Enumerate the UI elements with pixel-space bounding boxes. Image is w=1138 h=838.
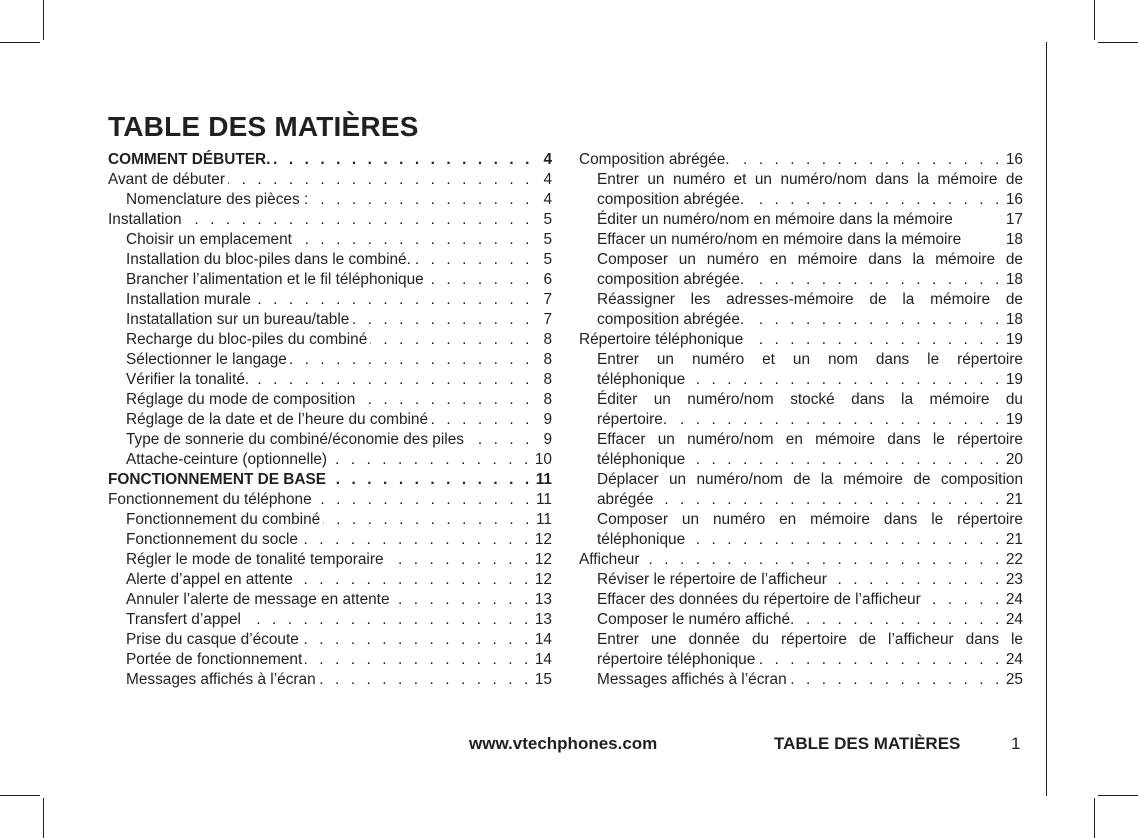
toc-entry-page: 19 — [1005, 331, 1023, 348]
toc-entry-title: Composer un numéro en mémoire dans la mémoire de — [597, 251, 1023, 268]
toc-entry-page: 21 — [1005, 531, 1023, 548]
toc-entry-page: 16 — [1005, 151, 1023, 168]
toc-entry[interactable] — [579, 530, 1023, 550]
dot-leader — [302, 630, 532, 650]
toc-entry-title: Déplacer un numéro/nom de la mémoire de composition — [597, 471, 1023, 488]
dot-leader — [688, 530, 1003, 550]
dot-leader — [924, 590, 1003, 610]
toc-entry-page: 11 — [536, 491, 552, 508]
toc-entry[interactable] — [108, 410, 552, 430]
toc-entry[interactable] — [108, 270, 552, 290]
toc-entry[interactable] — [108, 650, 552, 670]
toc-entry-title: Fonctionnement du combiné — [126, 511, 321, 528]
dot-leader — [330, 450, 532, 470]
toc-entry-title: téléphonique — [597, 531, 686, 548]
toc-entry-title: Éditer un numéro/nom stocké dans la mémoire du — [597, 391, 1023, 408]
dot-leader — [301, 530, 532, 550]
toc-entry[interactable] — [108, 470, 552, 490]
footer-url[interactable]: www.vtechphones.com — [469, 734, 658, 753]
dot-leader — [431, 410, 533, 430]
dot-leader — [244, 610, 532, 630]
dot-leader — [273, 150, 533, 170]
toc-entry-page: 18 — [1005, 271, 1023, 288]
toc-entry-page: 20 — [1005, 451, 1023, 468]
toc-entry-title: Alerte d’appel en attente — [126, 571, 293, 588]
dot-leader — [393, 590, 532, 610]
dot-leader — [790, 670, 1003, 690]
toc-entry-page: 4 — [543, 171, 552, 188]
toc-entry-title: composition abrégée. — [597, 271, 745, 288]
dot-leader — [747, 310, 1003, 330]
toc-entry[interactable] — [108, 570, 552, 590]
toc-entry-title: Prise du casque d’écoute — [126, 631, 299, 648]
toc-entry-page: 7 — [543, 311, 552, 328]
dot-leader — [319, 670, 532, 690]
dot-leader — [290, 350, 533, 370]
toc-entry[interactable] — [108, 150, 552, 170]
toc-entry-page: 17 — [1005, 211, 1023, 228]
dot-leader — [670, 410, 1003, 430]
toc-entry-title: téléphonique — [597, 451, 686, 468]
dot-leader — [688, 450, 1003, 470]
dot-leader — [329, 470, 533, 490]
toc-entry[interactable] — [579, 570, 1023, 590]
crop-mark-bottom-right-vertical — [1094, 798, 1095, 838]
toc-entry[interactable] — [579, 490, 1023, 510]
toc-entry-title: Type de sonnerie du combiné/économie des piles — [126, 431, 464, 448]
toc-entry[interactable] — [579, 470, 1023, 490]
dot-leader — [311, 190, 533, 210]
toc-entry-title: Réglage du mode de composition — [126, 391, 356, 408]
dot-leader — [254, 290, 533, 310]
dot-leader — [296, 570, 532, 590]
toc-entry-title: composition abrégée. — [597, 191, 745, 208]
toc-entry-page: 5 — [543, 251, 552, 268]
toc-entry-page: 16 — [1005, 191, 1023, 208]
toc-entry-page: 4 — [543, 191, 552, 208]
toc-right-column — [579, 150, 1023, 690]
toc-entry[interactable] — [108, 610, 552, 630]
toc-entry[interactable] — [579, 370, 1023, 390]
toc-entry[interactable] — [108, 630, 552, 650]
toc-entry-page: 12 — [534, 571, 552, 588]
dot-leader — [387, 550, 532, 570]
page-title: TABLE DES MATIÈRES — [108, 111, 419, 142]
toc-entry-title: Messages affichés à l’écran — [597, 671, 787, 688]
toc-entry-title: Afficheur — [579, 551, 640, 568]
dot-leader — [185, 210, 533, 230]
toc-entry[interactable] — [108, 310, 552, 330]
toc-entry-title: Recharge du bloc-piles du combiné — [126, 331, 368, 348]
toc-entry-page: 24 — [1005, 591, 1023, 608]
dot-leader — [758, 650, 1003, 670]
toc-entry[interactable] — [108, 230, 552, 250]
dot-leader — [315, 490, 533, 510]
toc-entry-title: téléphonique — [597, 371, 686, 388]
footer-page-number: 1 — [1011, 734, 1021, 753]
toc-entry-title: Entrer un numéro et un nom dans le répertoire — [597, 351, 1023, 368]
toc-entry-page: 5 — [543, 211, 552, 228]
dot-leader — [797, 610, 1003, 630]
toc-entry-page: 8 — [543, 391, 552, 408]
toc-entry[interactable] — [108, 370, 552, 390]
dot-leader — [747, 190, 1003, 210]
toc-entry-title: Réglage de la date et de l’heure du combiné — [126, 411, 429, 428]
toc-entry[interactable] — [108, 350, 552, 370]
dot-leader — [295, 230, 533, 250]
toc-entry-page: 9 — [543, 411, 552, 428]
dot-leader — [228, 170, 533, 190]
crop-mark-bottom-left-horizontal — [0, 795, 40, 796]
toc-entry-page: 18 — [1005, 231, 1023, 248]
toc-entry[interactable] — [108, 530, 552, 550]
toc-entry-title: Avant de débuter — [108, 171, 225, 188]
toc-entry-title: répertoire. — [597, 411, 668, 428]
crop-mark-top-left-horizontal — [0, 42, 40, 43]
toc-entry-title: Effacer un numéro/nom en mémoire dans la mémoire — [597, 231, 962, 248]
toc-entry-title: Installation murale — [126, 291, 251, 308]
toc-entry-title: Instatallation sur un bureau/table — [126, 311, 350, 328]
toc-entry-title: Messages affichés à l’écran — [126, 671, 316, 688]
toc-entry-title: Effacer des données du répertoire de l’afficheur — [597, 591, 921, 608]
toc-entry-title: Éditer un numéro/nom en mémoire dans la mémoire — [597, 211, 953, 228]
toc-entry-title: Nomenclature des pièces : — [126, 191, 309, 208]
toc-entry-title: Choisir un emplacement — [126, 231, 292, 248]
toc-entry-page: 8 — [543, 331, 552, 348]
dot-leader — [414, 250, 533, 270]
toc-entry-page: 9 — [543, 431, 552, 448]
page-trim-line — [1046, 42, 1047, 796]
toc-entry[interactable] — [108, 550, 552, 570]
toc-entry-title: FONCTIONNEMENT DE BASE — [108, 471, 327, 488]
toc-entry-title: Composition abrégée. — [579, 151, 730, 168]
toc-entry-title: Réassigner les adresses-mémoire de la mémoire de — [597, 291, 1023, 308]
toc-entry-title: Fonctionnement du téléphone — [108, 491, 312, 508]
toc-entry[interactable] — [579, 510, 1023, 530]
toc-entry-title: Annuler l’alerte de message en attente — [126, 591, 390, 608]
toc-entry-page: 14 — [534, 651, 552, 668]
dot-leader — [352, 310, 533, 330]
toc-entry-page: 11 — [536, 511, 552, 528]
toc-entry[interactable] — [108, 210, 552, 230]
toc-entry[interactable] — [579, 350, 1023, 370]
toc-entry-title: composition abrégée. — [597, 311, 745, 328]
toc-entry[interactable] — [108, 670, 552, 690]
toc-entry-page: 24 — [1005, 651, 1023, 668]
toc-entry-page: 4 — [543, 151, 552, 168]
toc-entry-title: Réviser le répertoire de l’afficheur — [597, 571, 827, 588]
toc-entry[interactable] — [108, 510, 552, 530]
dot-leader — [733, 150, 1003, 170]
toc-entry-page: 12 — [534, 551, 552, 568]
toc-entry-title: Entrer une donnée du répertoire de l’afficheur dans le — [597, 631, 1023, 648]
toc-entry-title: Installation — [108, 211, 182, 228]
toc-entry-title: répertoire téléphonique — [597, 651, 756, 668]
dot-leader — [747, 270, 1003, 290]
toc-entry-title: Fonctionnement du socle — [126, 531, 298, 548]
dot-leader — [370, 330, 533, 350]
toc-entry[interactable] — [579, 630, 1023, 650]
toc-entry[interactable] — [579, 170, 1023, 190]
crop-mark-top-right-vertical — [1094, 0, 1095, 40]
dot-leader — [358, 390, 533, 410]
toc-entry[interactable] — [579, 590, 1023, 610]
toc-entry-title: Répertoire téléphonique — [579, 331, 744, 348]
toc-entry-page: 18 — [1005, 311, 1023, 328]
crop-mark-top-right-horizontal — [1098, 42, 1138, 43]
toc-entry-page: 8 — [543, 371, 552, 388]
toc-entry-page: 19 — [1005, 411, 1023, 428]
toc-entry-page: 13 — [534, 591, 552, 608]
toc-entry[interactable] — [108, 290, 552, 310]
dot-leader — [746, 330, 1003, 350]
toc-entry-title: Vérifier la tonalité. — [126, 371, 250, 388]
toc-entry[interactable] — [108, 390, 552, 410]
toc-entry-title: Régler le mode de tonalité temporaire — [126, 551, 384, 568]
dot-leader — [252, 370, 533, 390]
toc-entry-page: 22 — [1005, 551, 1023, 568]
toc-entry-page: 10 — [534, 451, 552, 468]
toc-entry-page: 19 — [1005, 371, 1023, 388]
toc-entry-title: Attache-ceinture (optionnelle) — [126, 451, 328, 468]
dot-leader — [323, 510, 533, 530]
toc-entry-page: 14 — [534, 631, 552, 648]
toc-entry[interactable] — [579, 650, 1023, 670]
toc-entry[interactable] — [108, 490, 552, 510]
toc-entry[interactable] — [579, 230, 1023, 250]
toc-entry-title: Brancher l’alimentation et le fil téléphonique — [126, 271, 424, 288]
dot-leader — [830, 570, 1003, 590]
toc-entry[interactable] — [108, 190, 552, 210]
toc-entry[interactable] — [579, 150, 1023, 170]
toc-entry-page: 15 — [534, 671, 552, 688]
toc-entry-page: 25 — [1005, 671, 1023, 688]
toc-entry[interactable] — [579, 250, 1023, 270]
crop-mark-top-left-vertical — [43, 0, 44, 40]
toc-entry-title: Entrer un numéro et un numéro/nom dans la mémoire de — [597, 171, 1023, 188]
toc-entry[interactable] — [579, 450, 1023, 470]
toc-entry[interactable] — [579, 210, 1023, 230]
toc-entry[interactable] — [579, 390, 1023, 410]
toc-entry-page: 5 — [543, 231, 552, 248]
toc-entry-title: Sélectionner le langage — [126, 351, 287, 368]
crop-mark-bottom-right-horizontal — [1098, 795, 1138, 796]
toc-entry[interactable] — [579, 310, 1023, 330]
toc-entry[interactable] — [579, 330, 1023, 350]
toc-entry[interactable] — [108, 430, 552, 450]
toc-entry[interactable] — [579, 670, 1023, 690]
toc-entry-page: 8 — [543, 351, 552, 368]
toc-entry[interactable] — [579, 290, 1023, 310]
dot-leader — [427, 270, 533, 290]
toc-entry-page: 24 — [1005, 611, 1023, 628]
toc-entry[interactable] — [579, 610, 1023, 630]
toc-entry[interactable] — [108, 330, 552, 350]
toc-entry-page: 23 — [1005, 571, 1023, 588]
toc-entry-page: 7 — [543, 291, 552, 308]
toc-entry[interactable] — [579, 410, 1023, 430]
toc-entry-title: Effacer un numéro/nom en mémoire dans le répertoire — [597, 431, 1023, 448]
toc-entry-title: abrégée — [597, 491, 654, 508]
crop-mark-bottom-left-vertical — [43, 798, 44, 838]
toc-left-column — [108, 150, 552, 690]
dot-leader — [642, 550, 1002, 570]
footer-section-title: TABLE DES MATIÈRES — [774, 734, 961, 753]
dot-leader — [688, 370, 1003, 390]
toc-entry-title: Composer le numéro affiché. — [597, 611, 795, 628]
dot-leader — [656, 490, 1002, 510]
toc-entry[interactable] — [579, 270, 1023, 290]
toc-entry-page: 12 — [534, 531, 552, 548]
dot-leader — [305, 650, 532, 670]
toc-entry-title: Composer un numéro en mémoire dans le répertoire — [597, 511, 1023, 528]
toc-entry[interactable] — [579, 550, 1023, 570]
toc-entry-page: 13 — [534, 611, 552, 628]
toc-entry[interactable] — [579, 190, 1023, 210]
toc-entry[interactable] — [108, 170, 552, 190]
toc-entry[interactable] — [108, 450, 552, 470]
toc-entry-page: 6 — [543, 271, 552, 288]
toc-entry-title: COMMENT DÉBUTER. — [108, 151, 271, 168]
toc-entry-page: 11 — [535, 471, 552, 488]
toc-entry-title: Portée de fonctionnement — [126, 651, 303, 668]
toc-entry[interactable] — [108, 590, 552, 610]
toc-entry[interactable] — [579, 430, 1023, 450]
dot-leader — [467, 430, 533, 450]
toc-entry-page: 21 — [1005, 491, 1023, 508]
toc-entry-title: Transfert d’appel — [126, 611, 241, 628]
toc-entry-title: Installation du bloc-piles dans le combiné. — [126, 251, 411, 268]
toc-entry[interactable] — [108, 250, 552, 270]
